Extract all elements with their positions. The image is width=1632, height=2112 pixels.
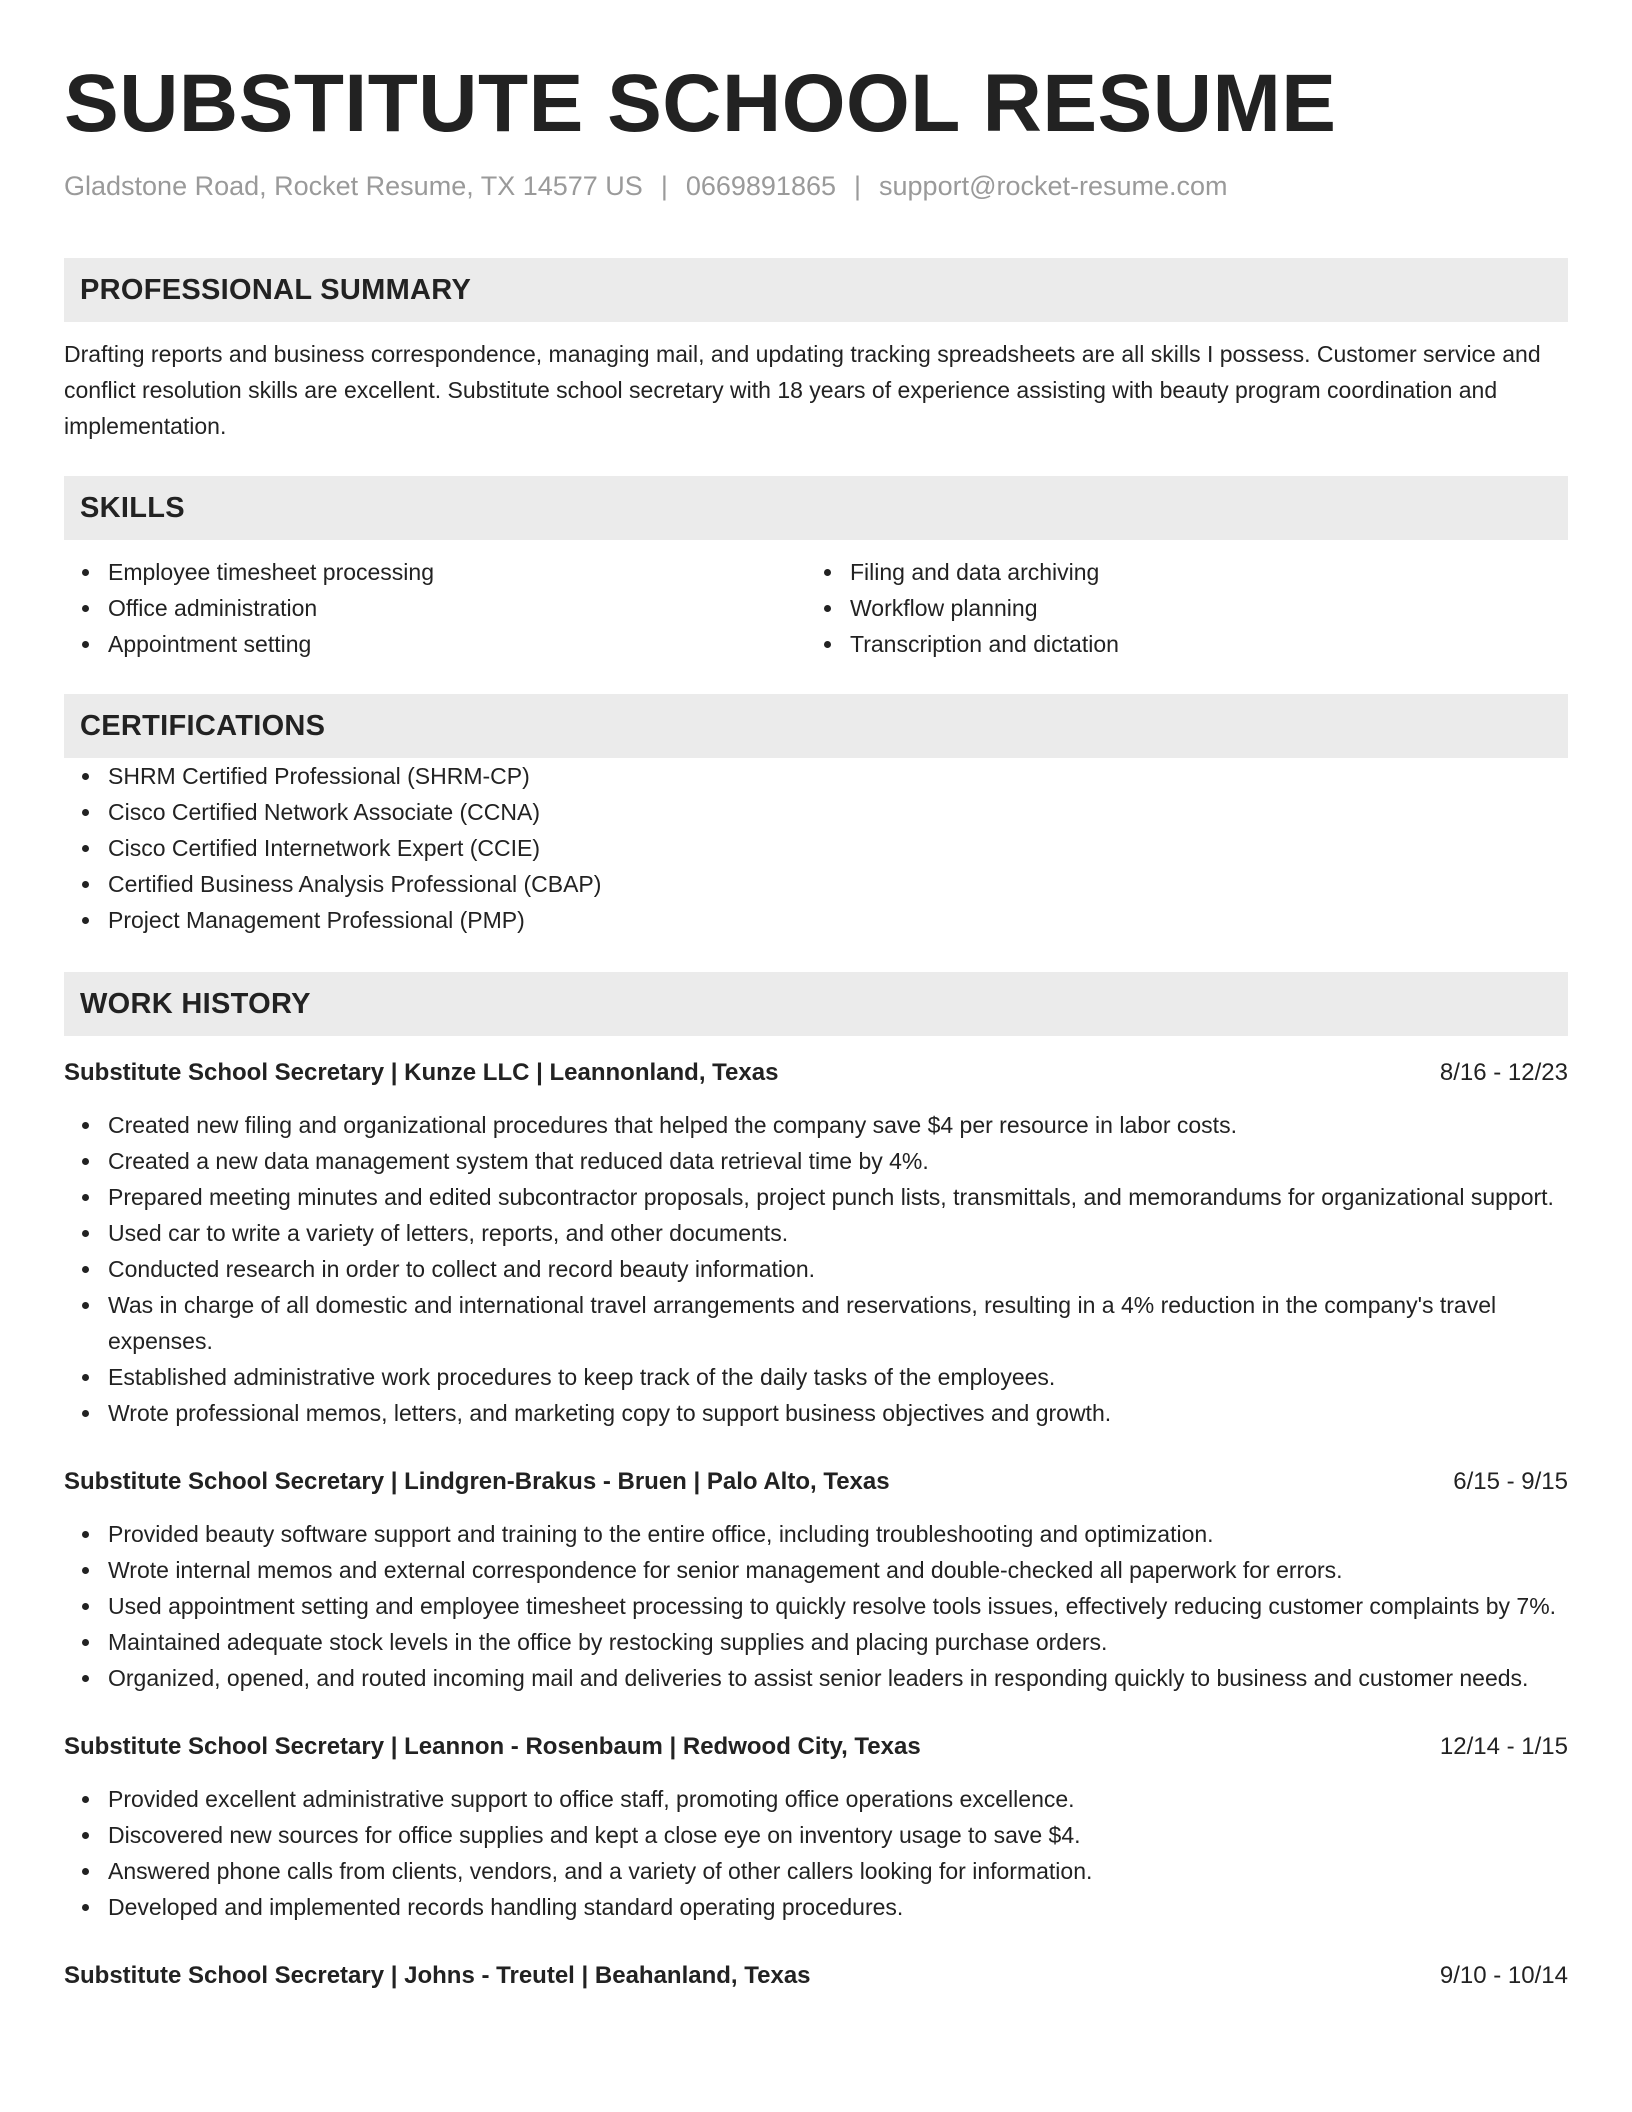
job-title-row xyxy=(64,1465,1568,1499)
job-title-row xyxy=(64,1959,1568,1993)
contact-separator: | xyxy=(854,171,862,201)
job-title-row xyxy=(64,1056,1568,1090)
job-entry xyxy=(64,1730,1568,1925)
skills-column-right xyxy=(806,554,1548,662)
resume-title: SUBSTITUTE SCHOOL RESUME xyxy=(64,58,1337,149)
section-header-work-history: WORK HISTORY xyxy=(64,972,1568,1036)
skills-list-left xyxy=(64,554,806,662)
job-title: Substitute School Secretary | Lindgren-Brakus - Bruen | Palo Alto, Texas xyxy=(64,1468,890,1495)
job-entry xyxy=(64,1465,1568,1696)
certification-item: Project Management Professional (PMP) xyxy=(108,902,1568,938)
job-bullet: Provided excellent administrative support to office staff, promoting office operations excellence. xyxy=(108,1781,1568,1817)
job-title-row xyxy=(64,1730,1568,1764)
job-entry xyxy=(64,1959,1568,1993)
job-bullet: Created a new data management system that reduced data retrieval time by 4%. xyxy=(108,1143,1568,1179)
job-bullet: Organized, opened, and routed incoming mail and deliveries to assist senior leaders in responding quickly to business and customer needs. xyxy=(108,1660,1568,1696)
certification-item: Cisco Certified Network Associate (CCNA) xyxy=(108,794,1568,830)
contact-separator: | xyxy=(660,171,668,201)
job-bullet: Created new filing and organizational procedures that helped the company save $4 per resource in labor costs. xyxy=(108,1107,1568,1143)
skill-item: Appointment setting xyxy=(108,626,806,662)
contact-line xyxy=(64,168,1568,204)
job-entry xyxy=(64,1056,1568,1431)
skills-column-left xyxy=(64,554,806,662)
job-bullet: Answered phone calls from clients, vendors, and a variety of other callers looking for information. xyxy=(108,1853,1568,1889)
job-bullet: Prepared meeting minutes and edited subcontractor proposals, project punch lists, transmittals, and memorandums for organizational support. xyxy=(108,1179,1568,1215)
contact-phone: 0669891865 xyxy=(685,171,836,201)
job-bullet: Established administrative work procedures to keep track of the daily tasks of the employees. xyxy=(108,1359,1568,1395)
skill-item: Employee timesheet processing xyxy=(108,554,806,590)
skill-item: Filing and data archiving xyxy=(850,554,1548,590)
job-bullet: Maintained adequate stock levels in the office by restocking supplies and placing purchase orders. xyxy=(108,1624,1568,1660)
job-dates: 8/16 - 12/23 xyxy=(1439,1059,1568,1086)
section-header-summary: PROFESSIONAL SUMMARY xyxy=(64,258,1568,322)
certification-item: SHRM Certified Professional (SHRM-CP) xyxy=(108,758,1568,794)
job-title: Substitute School Secretary | Kunze LLC | Leannonland, Texas xyxy=(64,1059,779,1086)
job-bullet: Developed and implemented records handling standard operating procedures. xyxy=(108,1889,1568,1925)
section-header-certifications: CERTIFICATIONS xyxy=(64,694,1568,758)
skill-item: Workflow planning xyxy=(850,590,1548,626)
job-bullet: Was in charge of all domestic and international travel arrangements and reservations, resulting in a 4% reduction in the company's travel expenses. xyxy=(108,1287,1568,1359)
certification-item: Certified Business Analysis Professional (CBAP) xyxy=(108,866,1568,902)
skills-grid xyxy=(64,554,1568,662)
job-title: Substitute School Secretary | Johns - Treutel | Beahanland, Texas xyxy=(64,1962,811,1989)
section-header-skills: SKILLS xyxy=(64,476,1568,540)
resume-page xyxy=(64,56,1568,1993)
certifications-list xyxy=(64,758,1568,938)
job-bullet: Provided beauty software support and training to the entire office, including troubleshooting and optimization. xyxy=(108,1516,1568,1552)
job-dates: 6/15 - 9/15 xyxy=(1453,1468,1568,1495)
job-bullet: Used appointment setting and employee timesheet processing to quickly resolve tools issues, effectively reducing customer complaints by 7%. xyxy=(108,1588,1568,1624)
certification-item: Cisco Certified Internetwork Expert (CCIE) xyxy=(108,830,1568,866)
job-bullet: Conducted research in order to collect and record beauty information. xyxy=(108,1251,1568,1287)
contact-address: Gladstone Road, Rocket Resume, TX 14577 US xyxy=(64,171,643,201)
job-dates: 9/10 - 10/14 xyxy=(1439,1962,1568,1989)
job-bullets xyxy=(64,1781,1568,1925)
skill-item: Office administration xyxy=(108,590,806,626)
job-bullet: Used car to write a variety of letters, reports, and other documents. xyxy=(108,1215,1568,1251)
job-bullets xyxy=(64,1107,1568,1431)
job-bullet: Discovered new sources for office supplies and kept a close eye on inventory usage to save $4. xyxy=(108,1817,1568,1853)
job-bullet: Wrote professional memos, letters, and marketing copy to support business objectives and growth. xyxy=(108,1395,1568,1431)
skills-list-right xyxy=(806,554,1548,662)
summary-text: Drafting reports and business correspondence, managing mail, and updating tracking spreadsheets are all skills I possess. Customer service and conflict resolution skills are excellent. Substitute school secretary with 18 years of experience assisting with beauty program coordination and implementation. xyxy=(64,341,1541,439)
skill-item: Transcription and dictation xyxy=(850,626,1548,662)
job-title: Substitute School Secretary | Leannon - Rosenbaum | Redwood City, Texas xyxy=(64,1733,921,1760)
job-bullets xyxy=(64,1516,1568,1696)
job-bullet: Wrote internal memos and external correspondence for senior management and double-checked all paperwork for errors. xyxy=(108,1552,1568,1588)
contact-email: support@rocket-resume.com xyxy=(879,171,1228,201)
job-dates: 12/14 - 1/15 xyxy=(1439,1733,1568,1760)
